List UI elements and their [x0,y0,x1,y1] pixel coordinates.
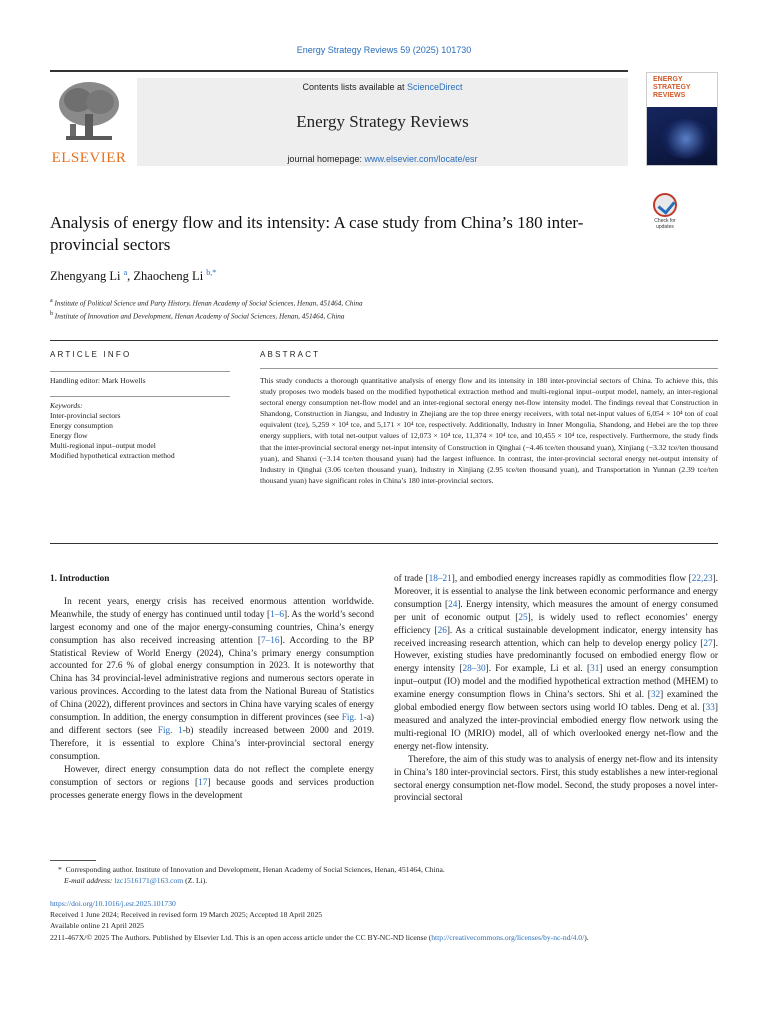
author-name[interactable]: Zhaocheng Li [133,269,204,284]
divider [50,371,230,372]
journal-header-center [137,78,628,166]
paragraph: of trade [18–21], and embodied energy increases rapidly as commodities flow [22,23]. Moreover, it is essential to analyse the link between economic performance and energy consumption [24]. Energy intensity, which measures the amount of energy consumed per unit of economic output [25], is widely used to reflect economies’ energy efficiency [26]. As a critical sustainable development indicator, energy intensity has received increasing research attention, which can help to develop energy policy [27]. However, existing studies have predominantly focused on embodied energy flow or energy intensity [28–30]. For example, Li et al. [31] used an energy consumption input–output (IO) model and the modified hypothetical extraction method (MHEM) to examine energy consumption flows in China’s sectors. Shi et al. [32] examined the global embodied energy flow between sectors using world IO tables. Deng et al. [33] measured and analyzed the inter-provincial embodied energy flow network using the multi-regional IO (MRIO) model, all of which overlooked energy net-flow and the energy net-flow intensity. [394,574,719,752]
publisher-name: ELSEVIER [51,150,127,166]
affiliation-item: $^b$ Institute of Innovation and Development, Henan Academy of Social Sciences, Henan, 451464, China [50,311,345,321]
cover-globe-graphic [661,119,711,159]
citation-link[interactable]: 7–16 [260,635,280,646]
paragraph: However, direct energy consumption data do not reflect the complete energy consumption of sectors or regions [17] because goods and services production processes generate energy flows in the development [50,764,374,801]
email-link[interactable]: lzc1516171@163.com [114,876,184,885]
citation-link[interactable]: 33 [705,703,715,714]
sciencedirect-link[interactable]: ScienceDirect [407,82,463,92]
paragraph: In recent years, energy crisis has received enormous attention worldwide. Meanwhile, the study of energy has continued until today [1–6]. As the world’s second largest economy and one of the major energy-consuming countries, China’s energy consumption has also received increasing attention [7–16]. According to the BP Statistical Review of World Energy (2024), China’s primary energy consumption accounted for 27.6 % of global energy consumption in 2023. It is noteworthy that China has 34 provincial-level administrative regions and numerous sectors operate in various provinces. According to the latest data from the National Bureau of Statistics of China (2022), different provinces and sectors in China have varying scales of energy consumption. In addition, the energy consumption in different provinces (see Fig. 1-a) and different sectors (see Fig. 1-b) steadily increased between 2000 and 2019. Therefore, it is essential to explore China’s inter-provincial sectoral energy consumption. [50,596,375,762]
body-column-right [394,573,718,805]
journal-homepage-link[interactable]: www.elsevier.com/locate/esr [364,154,478,164]
online-date: Available online 21 April 2025 [50,921,144,931]
footnote [50,864,718,886]
citation-link[interactable]: 1–6 [270,609,284,620]
keywords-label: Keywords: [50,401,83,410]
journal-cover-thumbnail[interactable] [646,72,718,166]
keyword: Energy consumption [50,421,113,430]
citation-link[interactable]: Fig. 1 [341,713,364,724]
author-name[interactable]: Zhengyang Li [50,269,121,284]
citation-link[interactable]: 28–30 [462,664,486,675]
body-column-left [50,573,374,802]
doi-link[interactable]: https://doi.org/10.1016/j.esr.2025.101730 [50,899,176,908]
publication-info [50,898,718,943]
divider [50,396,230,397]
elsevier-logo[interactable] [50,80,128,166]
section-title: 1. Introduction [50,574,110,584]
divider [50,340,718,341]
citation-link[interactable]: 32 [650,690,661,701]
keyword: Inter-provincial sectors [50,411,121,420]
keyword: Energy flow [50,431,88,440]
affiliations [50,296,363,323]
check-updates-icon [653,193,677,217]
citation-link[interactable]: 18–21 [428,574,452,584]
corresponding-author-note: * Corresponding author. Institute of Innovation and Development, Henan Academy of Social Sciences, Henan, 451464, China. [58,865,445,874]
citation-link[interactable]: 22,23 [691,574,713,584]
affiliation-item: $^a$ Institute of Political Science and Party History, Henan Academy of Social Sciences, Henan, 451464, China [50,298,363,308]
journal-header [50,70,628,166]
abstract-text: This study conducts a thorough quantitative analysis of energy flow and its intensity in 180 inter-provincial sectors of China. To achieve this, this study proposes two models based on the modified hypothetical extraction method and multi-regional input–output model, namely, an inter-regional sectoral energy consumption net-flow model and an inter-regional sectoral energy net-flow intensity model. The findings reveal that Construction in Shandong, Construction in Jiangsu, and Industry in Zhejiang are the top three energy receivers, with total net-input values of 6,054 × 10⁴ ton of coal equivalent (tce), 5,259 × 10⁴ tce, and 5,171 × 10⁴ tce, respectively. Additionally, Industry in Inner Mongolia, Shandong, and Hebei are the top three energy suppliers, with total net-output values of 12,073 × 10⁴ tce, 11,374 × 10⁴ tce, and 10,455 × 10⁴ tce, respectively. Furthermore, the study finds that the inter-provincial sectoral energy net-input intensity of Construction in Qinghai (−4.46 tce/ten thousand yuan), Xinjiang (−3.32 tce/ten thousand yuan), and Shanxi (−3.14 tce/ten thousand yuan) had the largest influence. In contrast, the inter-provincial sectoral energy net-output intensity of Industry in Qinghai (3.06 tce/ten thousand yuan), Industry in Xinjiang (2.95 tce/ten thousand yuan), and Transportation in Yunnan (2.39 tce/ten thousand yuan) have significant roles in China’s 180 inter-provincial sectors. [260,368,718,486]
divider [50,543,718,544]
citation-link[interactable]: 26 [437,625,447,636]
license-link[interactable]: http://creativecommons.org/licenses/by-nc-nd/4.0/ [431,932,585,942]
cover-title: ENERGY STRATEGY REVIEWS [653,76,691,99]
citation-link[interactable]: 25 [518,612,528,623]
email-line: E-mail address: lzc1516171@163.com (Z. Li). [64,876,208,885]
journal-title: Energy Strategy Reviews [296,112,469,131]
homepage-line: journal homepage: www.elsevier.com/locate/esr [287,154,478,164]
citation-link[interactable]: Fig. 1 [157,725,183,736]
citation-link[interactable]: 17 [198,777,208,788]
elsevier-tree-icon [56,80,122,144]
article-info [50,368,230,461]
author-list: Zhengyang Li $^a$, Zhaocheng Li $^{b,*}$ [50,268,217,284]
article-title: Analysis of energy flow and its intensity: A case study from China’s 180 inter-provincial sectors [50,213,584,254]
paragraph: Therefore, the aim of this study was to analysis of energy net-flow and its intensity in China’s 180 inter-provincial sectors. First, this study establishes a new inter-regional sectoral energy consumption net-flow model. Second, the study proposes a novel inter-provincial sectoral [394,754,718,804]
author-affiliation-marker[interactable]: b,* [206,268,217,277]
article-info-heading: ARTICLE INFO [50,350,132,359]
keyword: Multi-regional input–output model [50,441,156,450]
citation-link[interactable]: 24 [448,599,458,610]
handling-editor: Handling editor: Mark Howells [50,376,146,385]
check-for-updates-button[interactable]: Check for updates [648,193,682,231]
keyword: Modified hypothetical extraction method [50,451,175,460]
received-dates: Received 1 June 2024; Received in revised form 19 March 2025; Accepted 18 April 2025 [50,910,323,920]
license-line: 2211-467X/© 2025 The Authors. Published by Elsevier Ltd. This is an open access article under the CC BY-NC-ND license (http://creativecommons.org/licenses/by-nc-nd/4.0/). [50,932,589,942]
citation-link[interactable]: 27 [703,638,713,649]
footnote-divider [50,860,96,861]
contents-line: Contents lists available at ScienceDirect [302,82,463,92]
author-affiliation-marker[interactable]: a [123,268,128,277]
abstract-heading: ABSTRACT [260,350,321,359]
journal-reference[interactable]: Energy Strategy Reviews 59 (2025) 101730 [296,45,472,55]
citation-link[interactable]: 31 [590,664,600,675]
